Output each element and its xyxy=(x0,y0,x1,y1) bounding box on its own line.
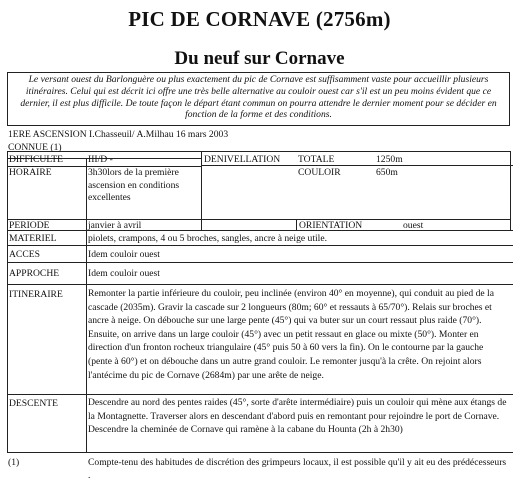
descent-label: DESCENTE xyxy=(9,398,59,409)
first-ascent: 1ERE ASCENSION I.Chasseuil/ A.Milhau 16 mars 2003 xyxy=(8,129,229,140)
orientation-label: ORIENTATION xyxy=(299,220,363,231)
footnote-text: Compte-tenu des habitudes de discrétion des grimpeurs locaux, il est possible qu'il y ait eu des prédécesseurs . xyxy=(88,457,507,481)
schedule-label: HORAIRE xyxy=(9,167,52,178)
access-value: Idem couloir ouest xyxy=(88,249,160,260)
column-divider xyxy=(296,219,297,230)
period-value: janvier à avril xyxy=(88,220,142,231)
row-divider xyxy=(7,452,513,453)
row-divider xyxy=(7,230,513,231)
column-divider xyxy=(201,151,202,230)
column-divider xyxy=(510,151,511,230)
equipment-value: piolets, crampons, 4 ou 5 broches, sangles, ancre à neige utile. xyxy=(88,233,327,244)
elevation-total-label: TOTALE xyxy=(298,154,335,165)
descent-value: Descendre au nord des pentes raides (45°, sorte d'arête intermédiaire) puis un couloir qui mène aux étangs de la Montagnette. Traverser alors en descendant d'abord puis en remontant pour rejoindre le port de Cornave. Descendre la cheminée de Cornave qui ramène à la cabane du Hounta (2h à 2h30) xyxy=(88,397,507,436)
period-label: PERIODE xyxy=(9,220,50,231)
difficulty-value: III/D - xyxy=(88,154,113,165)
orientation-value: ouest xyxy=(403,220,424,231)
intro-paragraph: Le versant ouest du Barlonguère ou plus exactement du pic de Cornave est suffisamment vaste pour accueillir plusieurs itinéraires. Celui qui est décrit ici offre une très belle alternative au couloir ouest car s'il est un peu moins évident que ce dernier, il est plus difficile. De toute façon le départ étant commun on pourra attendre le dernier moment pour se décider en fonction de la forme et des conditions. xyxy=(7,72,510,126)
row-divider xyxy=(7,219,510,220)
column-divider xyxy=(86,158,87,452)
elevation-label: DENIVELLATION xyxy=(204,154,281,165)
page-title: PIC DE CORNAVE (2756m) xyxy=(128,7,391,31)
schedule-value: 3h30lors de la première ascension en conditions excellentes xyxy=(88,167,180,204)
access-label: ACCES xyxy=(9,249,40,260)
equipment-label: MATERIEL xyxy=(9,233,57,244)
elevation-couloir-label: COULOIR xyxy=(298,167,341,178)
elevation-couloir-value: 650m xyxy=(376,167,398,178)
known-status: CONNUE (1) xyxy=(8,142,62,153)
column-divider xyxy=(7,151,8,452)
approach-label: APPROCHE xyxy=(9,268,60,279)
approach-value: Idem couloir ouest xyxy=(88,268,160,279)
page-subtitle: Du neuf sur Cornave xyxy=(174,48,345,69)
route-label: ITINERAIRE xyxy=(9,289,63,300)
row-divider xyxy=(7,394,513,395)
row-divider xyxy=(7,245,513,246)
row-divider xyxy=(7,284,513,285)
difficulty-label: DIFFICULTE xyxy=(9,154,64,165)
footnote-marker: (1) xyxy=(8,457,20,468)
elevation-total-value: 1250m xyxy=(376,154,403,165)
row-divider xyxy=(7,262,513,263)
route-value: Remonter la partie inférieure du couloir, peu inclinée (environ 40° en moyenne), qui conduit au pied de la cascade (2035m). Gravir la cascade sur 2 longueurs (80m; 60° et ressauts à 65/70°). Relais sur broches et ancre à neige. On débouche sur une large pente (45°) qui va buter sur un court ressaut plus raide (70°). Ensuite, on arrive dans un large couloir (45°) avec un petit ressaut en glace ou mixte (50°). Monter en direction d'un fronton rocheux triangulaire (45° puis 50 à 60 vers la fin). On le contourne par la gauche (pente à 60°) et on débouche dans un autre grand couloir. Le remonter jusqu'à la crête. On rejoint alors l'antécime du pic de Cornave (2684m) par une arête de neige. xyxy=(88,288,494,381)
row-divider xyxy=(7,151,510,152)
